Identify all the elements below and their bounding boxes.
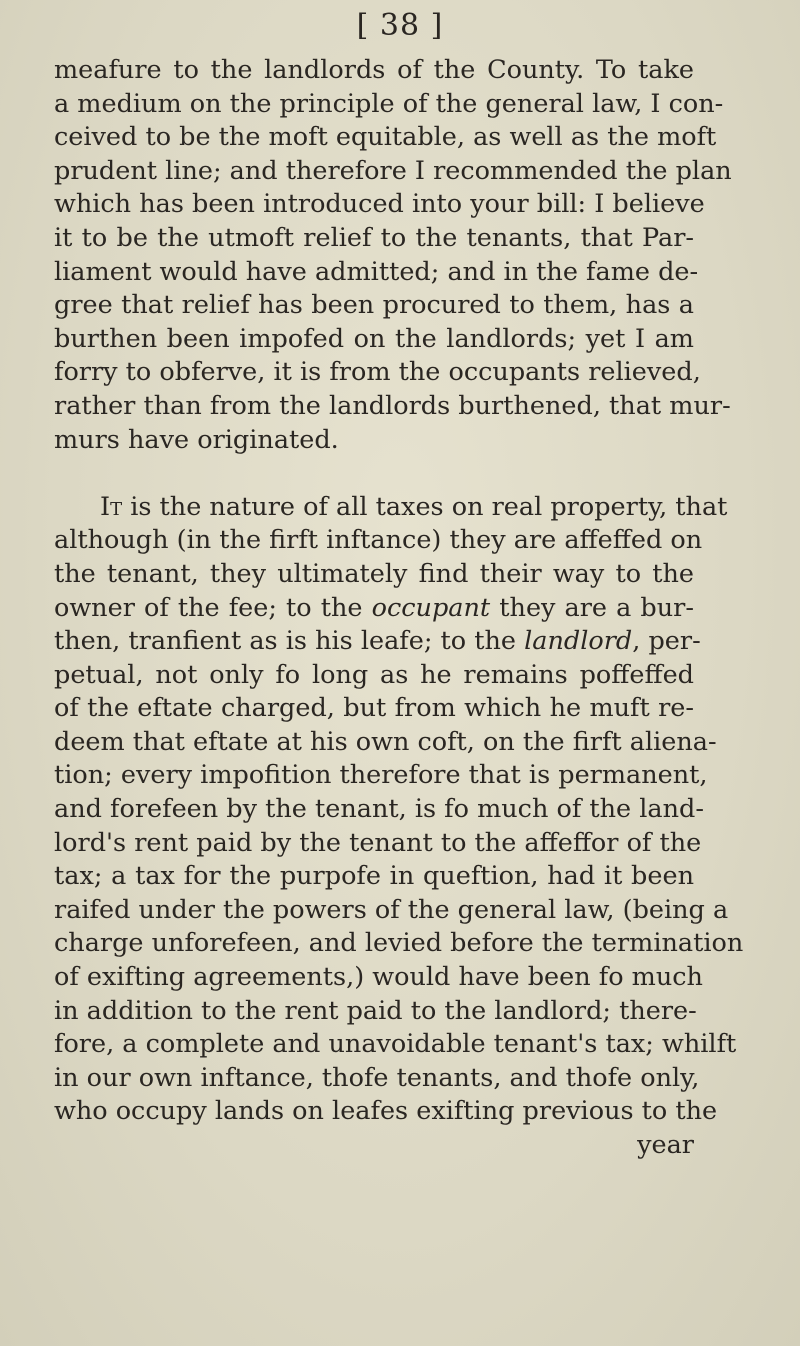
text-line: who occupy lands on leafes exifting previous to the [54, 1096, 718, 1127]
text-line: rather than from the landlords burthened, that mur- [54, 390, 731, 421]
text-line: lord's rent paid by the tenant to the affeffor of the [54, 827, 702, 858]
paragraph-gap [54, 457, 694, 491]
text-line: a medium on the principle of the general law, I con- [54, 88, 724, 119]
text-line: burthen been impofed on the landlords; yet I am [54, 323, 694, 354]
text-line: charge unforefeen, and levied before the termination [54, 928, 744, 959]
italic-word: occupant [371, 592, 491, 623]
text-line: raifed under the powers of the general law, (being a [54, 894, 729, 925]
text-line: murs have originated. [54, 424, 339, 455]
text-line [54, 625, 701, 659]
line-text: , per- [632, 626, 701, 657]
line-text: they are a bur- [490, 592, 694, 623]
text-line: gree that relief has been procured to them, has a [54, 290, 694, 321]
text-line: fore, a complete and unavoidable tenant's tax; whilft [54, 1029, 737, 1060]
text-line: deem that eftate at his own coft, on the firft aliena- [54, 726, 717, 757]
italic-word: landlord [524, 626, 633, 657]
catchword: year [637, 1130, 694, 1160]
text-line: prudent line; and therefore I recommended the plan [54, 155, 732, 186]
text-line: which has been introduced into your bill: I believe [54, 189, 705, 220]
text-line: petual, not only fo long as he remains poffeffed [54, 659, 694, 690]
paragraph-2 [54, 491, 744, 1129]
text-line: in addition to the rent paid to the landlord; there- [54, 995, 697, 1026]
text-line: the tenant, they ultimately find their way to the [54, 558, 694, 589]
text-line: forry to obferve, it is from the occupants relieved, [54, 357, 701, 388]
text-line: and forefeen by the tenant, is fo much of the land- [54, 794, 704, 825]
text-line: of the eftate charged, but from which he muft re- [54, 693, 694, 724]
page-number: [ 38 ] [356, 8, 444, 43]
line-text: owner of the fee; to the [54, 592, 372, 623]
paragraph-1 [54, 54, 732, 457]
text-line [54, 491, 728, 525]
text-line: meafure to the landlords of the County. To take [54, 55, 694, 85]
initial-word: It [100, 491, 123, 522]
text-line: in our own inftance, thofe tenants, and thofe only, [54, 1062, 700, 1093]
text-line: tax; a tax for the purpofe in queftion, had it been [54, 861, 694, 892]
text-line: liament would have admitted; and in the fame de- [54, 256, 699, 287]
line-text: then, tranfient as is his leafe; to the [54, 626, 525, 657]
text-line: ceived to be the moft equitable, as well as the moft [54, 122, 717, 153]
body-text [54, 54, 744, 1163]
text-line: of exifting agreements,) would have been fo much [54, 962, 703, 993]
text-line: it to be the utmoft relief to the tenants, that Par- [54, 222, 694, 253]
line-text: is the nature of all taxes on real property, that [122, 491, 728, 522]
text-line [54, 592, 694, 626]
text-line: tion; every impofition therefore that is permanent, [54, 760, 708, 791]
text-line: although (in the firft inftance) they are affeffed on [54, 525, 703, 556]
